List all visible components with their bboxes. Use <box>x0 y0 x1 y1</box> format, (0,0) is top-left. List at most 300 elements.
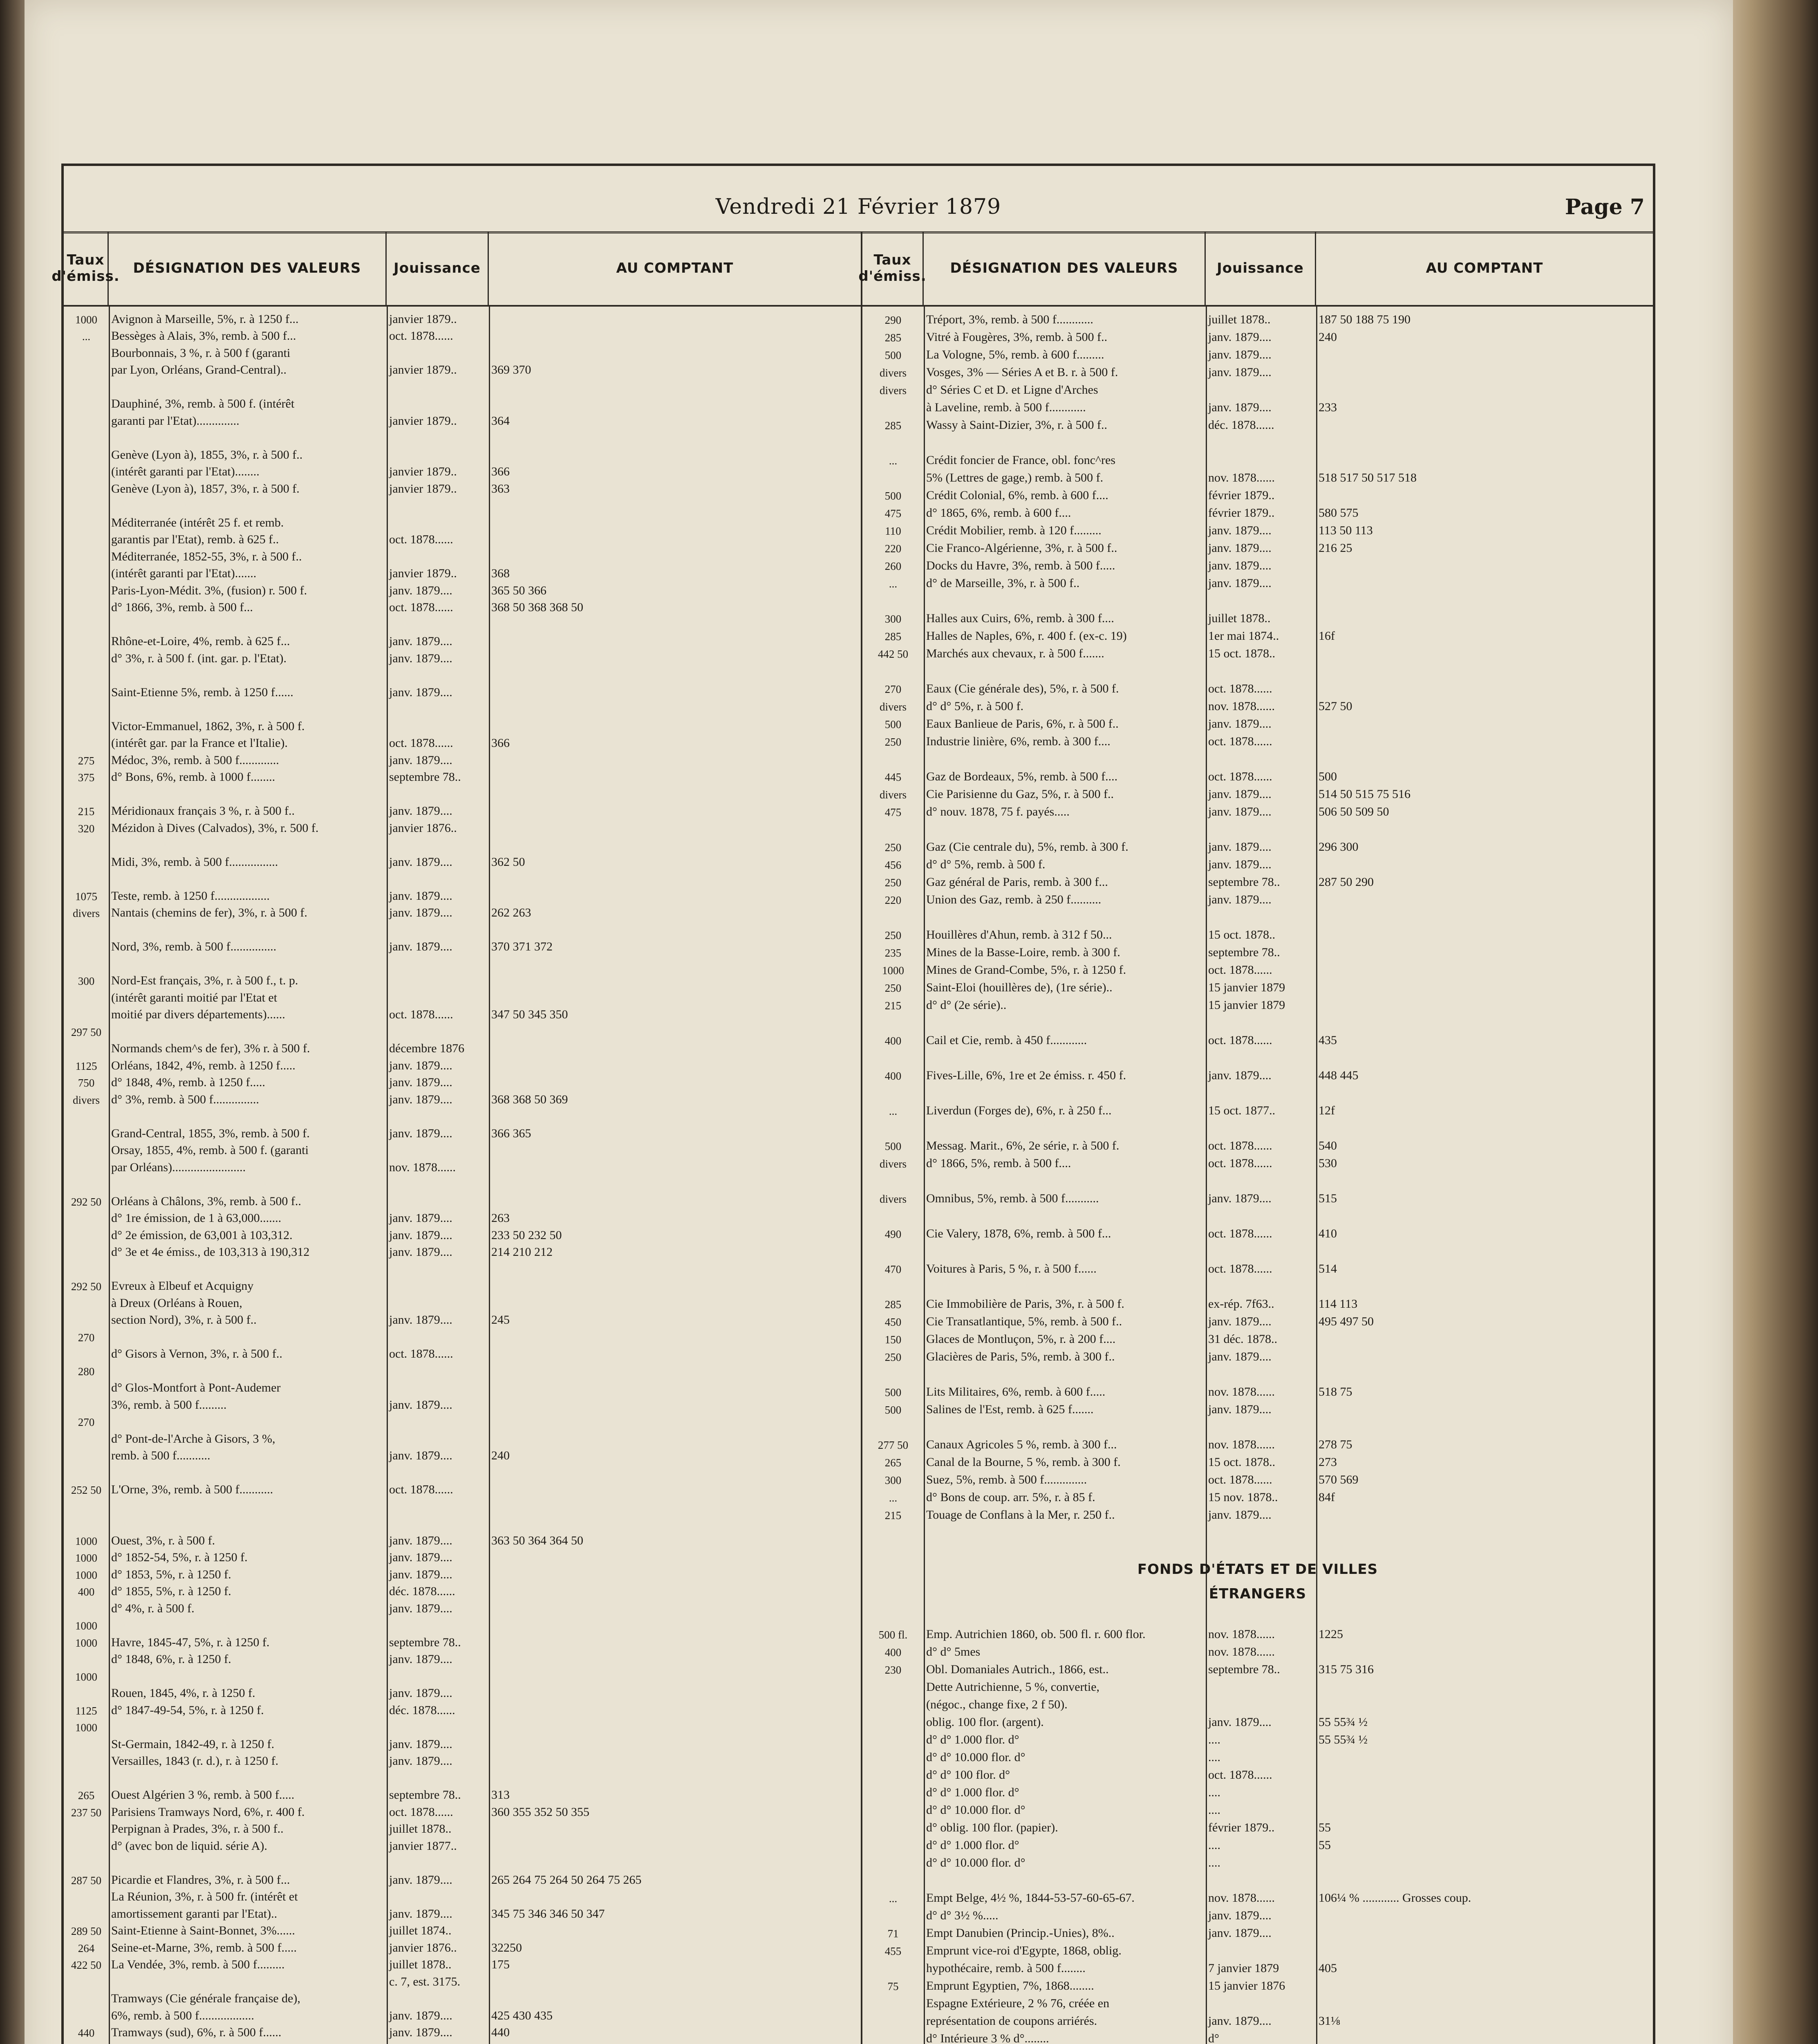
cell-designation: Crédit Colonial, 6%, remb. à 600 f.... <box>926 489 1108 502</box>
left-rows <box>64 309 861 2044</box>
cell-designation: Mines de la Basse-Loire, remb. à 300 f. <box>926 946 1120 959</box>
cell-taux: 285 <box>884 1298 902 1311</box>
cell-designation: Saint-Etienne 5%, remb. à 1250 f...... <box>111 685 293 699</box>
table-row <box>862 1223 1653 1241</box>
cell-designation: Ouest Algérien 3 %, remb. à 500 f..... <box>111 1788 295 1802</box>
table-row <box>64 767 861 784</box>
cell-designation: Rhône-et-Loire, 4%, remb. à 625 f... <box>111 634 290 648</box>
table-row <box>862 1923 1653 1940</box>
cell-comptant: 55 55¾ ½ <box>1319 1733 1368 1746</box>
table-row <box>64 1548 861 1565</box>
right-table <box>858 231 1653 2044</box>
cell-jouissance: septembre 78.. <box>389 1788 461 1802</box>
cell-comptant: 495 497 50 <box>1319 1315 1374 1328</box>
cell-taux: 490 <box>884 1228 902 1240</box>
table-row <box>64 377 861 394</box>
cell-designation: Orsay, 1855, 4%, remb. à 500 f. (garanti <box>111 1143 309 1157</box>
table-row <box>862 309 1653 327</box>
cell-taux: 220 <box>884 894 902 906</box>
cell-designation: d° d° 1.000 flor. d° <box>926 1786 1019 1799</box>
cell-jouissance: nov. 1878...... <box>1208 1891 1275 1905</box>
cell-jouissance: septembre 78.. <box>389 770 461 784</box>
table-row <box>64 1276 861 1293</box>
table-row <box>64 801 861 818</box>
cell-comptant: 240 <box>491 1449 510 1462</box>
table-row <box>64 1344 861 1361</box>
cell-taux: 500 fl. <box>878 1629 908 1641</box>
cell-designation: Fives-Lille, 6%, 1re et 2e émiss. r. 450 f. <box>926 1069 1126 1082</box>
cell-jouissance: ex-rép. 7f63.. <box>1208 1297 1274 1311</box>
cell-jouissance: janv. 1879.... <box>389 1567 452 1581</box>
cell-comptant: 214 210 212 <box>491 1245 553 1259</box>
table-row <box>862 1817 1653 1835</box>
cell-designation: Paris-Lyon-Médit. 3%, (fusion) r. 500 f. <box>111 583 307 597</box>
cell-taux: 250 <box>884 876 902 889</box>
table-row <box>862 520 1653 538</box>
cell-comptant: 55 55¾ ½ <box>1319 1715 1368 1729</box>
cell-designation: Voitures à Paris, 5 %, r. à 500 f...... <box>926 1262 1097 1275</box>
cell-comptant: 515 <box>1319 1192 1337 1205</box>
cell-jouissance: janv. 1879.... <box>1208 541 1272 555</box>
cell-designation: Canal de la Bourne, 5 %, remb. à 300 f. <box>926 1455 1121 1469</box>
cell-jouissance: septembre 78.. <box>1208 875 1280 889</box>
cell-jouissance: janv. 1879.... <box>1208 858 1272 871</box>
cell-taux: 450 <box>884 1316 902 1328</box>
table-row <box>64 666 861 683</box>
cell-comptant: 366 <box>491 465 510 478</box>
cell-taux: 292 50 <box>71 1280 102 1293</box>
cell-jouissance: janv. 1879.... <box>389 906 452 919</box>
cell-designation: d° 1855, 5%, r. à 1250 f. <box>111 1585 231 1598</box>
cell-jouissance: janv. 1879.... <box>1208 524 1272 537</box>
table-row <box>862 661 1653 678</box>
cell-taux: 290 <box>884 314 902 326</box>
cell-taux: 220 <box>884 542 902 555</box>
cell-designation: d° d° 5%, remb. à 500 f. <box>926 858 1046 871</box>
cell-taux: 475 <box>884 806 902 818</box>
table-row <box>862 1047 1653 1065</box>
cell-designation: Orléans, 1842, 4%, remb. à 1250 f..... <box>111 1058 296 1072</box>
cell-jouissance: 15 oct. 1878.. <box>1208 647 1276 660</box>
cell-designation: (intérêt gar. par la France et l'Italie). <box>111 736 288 750</box>
cell-designation: d° (avec bon de liquid. série A). <box>111 1839 267 1853</box>
table-row <box>64 343 861 360</box>
table-row <box>862 1975 1653 1993</box>
table-row <box>64 1073 861 1090</box>
cell-jouissance: déc. 1878...... <box>1208 418 1274 432</box>
table-row <box>862 467 1653 485</box>
cell-designation: Industrie linière, 6%, remb. à 300 f.... <box>926 735 1111 748</box>
cell-designation: Halles de Naples, 6%, r. 400 f. (ex-c. 19) <box>926 629 1127 643</box>
cell-taux: ... <box>889 1105 898 1117</box>
table-row <box>64 1717 861 1735</box>
cell-jouissance: janv. 1879.... <box>389 1754 452 1768</box>
cell-taux: 297 50 <box>71 1026 102 1038</box>
cell-comptant: 31⅛ <box>1319 2014 1340 2028</box>
page-header <box>64 166 1653 233</box>
cell-designation: (négoc., change fixe, 2 f 50). <box>926 1698 1068 1711</box>
table-row <box>862 1487 1653 1504</box>
cell-taux: 110 <box>885 525 901 537</box>
cell-taux: 285 <box>884 630 902 643</box>
cell-designation: Emp. Autrichien 1860, ob. 500 fl. r. 600 flor. <box>926 1627 1146 1641</box>
table-row <box>64 1751 861 1768</box>
table-row <box>64 1141 861 1158</box>
cell-designation: d° de Marseille, 3%, r. à 500 f.. <box>926 576 1080 590</box>
table-row <box>64 1310 861 1327</box>
cell-jouissance: janv. 1879.... <box>389 1126 452 1140</box>
cell-designation: St-Germain, 1842-49, r. à 1250 f. <box>111 1737 275 1751</box>
cell-designation: d° 2e émission, de 63,001 à 103,312. <box>111 1228 293 1242</box>
cell-designation: Méditerranée, 1852-55, 3%, r. à 500 f.. <box>111 549 302 563</box>
cell-taux: 400 <box>884 1070 902 1082</box>
table-row <box>64 1395 861 1412</box>
cell-designation: Cie Immobilière de Paris, 3%, r. à 500 f. <box>926 1297 1124 1311</box>
table-row <box>64 1972 861 1989</box>
cell-jouissance: janvier 1879.. <box>389 482 457 495</box>
table-row <box>64 1089 861 1107</box>
table-row <box>64 2040 861 2044</box>
table-row <box>862 1188 1653 1206</box>
table-row <box>64 648 861 666</box>
cell-designation: La Vendée, 3%, remb. à 500 f......... <box>111 1958 285 1971</box>
cell-designation: Teste, remb. à 1250 f.................. <box>111 889 270 903</box>
cell-jouissance: déc. 1878...... <box>389 1585 455 1598</box>
table-row <box>64 1123 861 1141</box>
cell-comptant: 240 <box>1319 330 1337 344</box>
table-row <box>64 1802 861 1819</box>
cell-jouissance: oct. 1878...... <box>389 1008 453 1021</box>
section-title: FONDS D'ÉTATS ET DE VILLES <box>1137 1561 1378 1578</box>
cell-designation: Vosges, 3% — Séries A et B. r. à 500 f. <box>926 365 1118 379</box>
cell-taux: 1000 <box>75 1569 97 1581</box>
table-row <box>64 1938 861 1955</box>
cell-designation: Genève (Lyon à), 1855, 3%, r. à 500 f.. <box>111 448 303 462</box>
cell-jouissance: 15 oct. 1878.. <box>1208 1455 1276 1469</box>
cell-designation: Union des Gaz, remb. à 250 f.......... <box>926 893 1102 906</box>
table-row <box>64 1870 861 1887</box>
table-row <box>862 485 1653 502</box>
cell-jouissance: janv. 1879.... <box>389 940 452 953</box>
table-row <box>64 1429 861 1446</box>
cell-taux: 265 <box>78 1789 95 1802</box>
table-row <box>862 696 1653 713</box>
cell-jouissance: oct. 1878...... <box>389 601 453 614</box>
cell-comptant: 368 50 368 368 50 <box>491 601 583 614</box>
cell-jouissance: janv. 1879.... <box>389 634 452 648</box>
cell-taux: 300 <box>78 975 95 987</box>
cell-designation: Eaux (Cie générale des), 5%, r. à 500 f. <box>926 682 1119 695</box>
cell-comptant: 362 50 <box>491 855 525 869</box>
table-row <box>862 1329 1653 1346</box>
cell-designation: Glaces de Montluçon, 5%, r. à 200 f.... <box>926 1332 1116 1346</box>
table-row <box>64 1056 861 1073</box>
cell-jouissance: janv. 1879.... <box>389 1449 452 1462</box>
table-row <box>64 479 861 496</box>
cell-comptant: 364 <box>491 414 510 428</box>
table-row <box>64 1531 861 1548</box>
table-row <box>862 362 1653 379</box>
table-row <box>862 1399 1653 1416</box>
cell-jouissance: juillet 1878.. <box>389 1822 452 1836</box>
cell-designation: Seine-et-Marne, 3%, remb. à 500 f..... <box>111 1941 297 1954</box>
cell-jouissance: 1er mai 1874.. <box>1208 629 1279 643</box>
cell-comptant: 500 <box>1319 770 1337 783</box>
cell-comptant: 369 370 <box>491 363 531 377</box>
table-row <box>862 1469 1653 1487</box>
table-row <box>64 1259 861 1276</box>
cell-jouissance: oct. 1878...... <box>1208 1473 1272 1486</box>
cell-designation: d° d° 10.000 flor. d° <box>926 1803 1025 1817</box>
cell-comptant: 233 50 232 50 <box>491 1228 562 1242</box>
table-row <box>862 959 1653 977</box>
table-row <box>64 1225 861 1242</box>
cell-designation: d° d° 5%, r. à 500 f. <box>926 699 1024 713</box>
cell-jouissance: janv. 1879.... <box>1208 330 1272 344</box>
cell-designation: d° 1848, 4%, remb. à 1250 f..... <box>111 1076 265 1089</box>
cell-jouissance: nov. 1878...... <box>1208 699 1275 713</box>
cell-comptant: 278 75 <box>1319 1438 1352 1451</box>
cell-comptant: 540 <box>1319 1139 1337 1152</box>
cell-jouissance: janvier 1879.. <box>389 414 457 428</box>
cell-designation: Méditerranée (intérêt 25 f. et remb. <box>111 515 284 529</box>
cell-taux: divers <box>880 1158 907 1170</box>
table-row <box>862 924 1653 942</box>
cell-taux: 264 <box>78 1942 95 1954</box>
cell-comptant: 365 50 366 <box>491 583 546 597</box>
cell-designation: Emprunt vice-roi d'Egypte, 1868, oblig. <box>926 1944 1122 1957</box>
cell-jouissance: oct. 1878...... <box>1208 1139 1272 1152</box>
cell-jouissance: oct. 1878...... <box>389 533 453 546</box>
cell-comptant: 448 445 <box>1319 1069 1359 1082</box>
cell-jouissance: janv. 1879.... <box>1208 1926 1272 1940</box>
table-row <box>64 1174 861 1192</box>
col-jouissance: Jouissance <box>387 231 489 305</box>
table-row <box>862 819 1653 836</box>
cell-taux: 1075 <box>75 890 97 903</box>
cell-taux: 320 <box>78 822 95 835</box>
cell-designation: Victor-Emmanuel, 1862, 3%, r. à 500 f. <box>111 719 305 733</box>
page-number: Page 7 <box>1565 195 1645 220</box>
cell-designation: Cie Franco-Algérienne, 3%, r. à 500 f.. <box>926 541 1117 555</box>
table-row <box>862 889 1653 907</box>
cell-jouissance: janv. 1879.... <box>1208 805 1272 818</box>
cell-designation: Gaz (Cie centrale du), 5%, remb. à 300 f. <box>926 840 1128 854</box>
cell-jouissance: janv. 1879.... <box>389 1058 452 1072</box>
left-table <box>51 231 862 2044</box>
table-row <box>64 1446 861 1463</box>
cell-jouissance: nov. 1878...... <box>1208 1645 1275 1659</box>
cell-taux: 300 <box>884 1474 902 1486</box>
cell-designation: d° 3e et 4e émiss., de 103,313 à 190,312 <box>111 1245 310 1259</box>
cell-taux: 289 50 <box>71 1925 102 1937</box>
table-row <box>64 547 861 564</box>
cell-designation: d° d° 1.000 flor. d° <box>926 1733 1019 1746</box>
cell-taux: 215 <box>884 1509 902 1522</box>
cell-jouissance: nov. 1878...... <box>1208 471 1275 484</box>
cell-designation: Gaz de Bordeaux, 5%, remb. à 500 f.... <box>926 770 1118 783</box>
cell-designation: Gaz général de Paris, remb. à 300 f... <box>926 875 1108 889</box>
cell-comptant: 370 371 372 <box>491 940 553 953</box>
left-column-headers <box>51 231 861 307</box>
cell-designation: Parisiens Tramways Nord, 6%, r. 400 f. <box>111 1805 305 1819</box>
cell-jouissance: oct. 1878...... <box>1208 1768 1272 1782</box>
cell-jouissance: septembre 78.. <box>389 1635 461 1649</box>
table-row <box>862 1258 1653 1276</box>
cell-designation: Cie Parisienne du Gaz, 5%, r. à 500 f.. <box>926 787 1114 801</box>
cell-jouissance: janv. 1879.... <box>389 753 452 767</box>
cell-designation: par Orléans)........................ <box>111 1160 246 1174</box>
cell-comptant: 366 <box>491 736 510 750</box>
cell-designation: garantis par l'Etat), remb. à 625 f.. <box>111 533 279 546</box>
table-row <box>64 360 861 377</box>
cell-comptant: 12f <box>1319 1104 1335 1117</box>
cell-taux: 215 <box>78 805 95 818</box>
cell-comptant: 570 569 <box>1319 1473 1359 1486</box>
table-row <box>862 1381 1653 1399</box>
cell-taux: ... <box>889 1492 898 1504</box>
table-row <box>64 784 861 801</box>
table-row <box>64 1039 861 1056</box>
table-row <box>64 394 861 411</box>
table-row <box>862 1659 1653 1676</box>
table-row <box>64 988 861 1005</box>
cell-taux: 300 <box>884 613 902 625</box>
cell-designation: d° d° 10.000 flor. d° <box>926 1856 1025 1869</box>
table-row <box>862 1206 1653 1223</box>
table-row <box>64 445 861 462</box>
table-row <box>862 450 1653 467</box>
cell-comptant: 313 <box>491 1788 510 1802</box>
table-row <box>862 1641 1653 1659</box>
table-row <box>64 1955 861 1972</box>
cell-jouissance: juillet 1878.. <box>1208 313 1271 326</box>
table-row <box>862 1434 1653 1452</box>
cell-designation: Cie Transatlantique, 5%, remb. à 500 f.. <box>926 1315 1122 1328</box>
table-row <box>862 1241 1653 1258</box>
cell-taux: 1000 <box>75 1535 97 1547</box>
table-row <box>862 1712 1653 1729</box>
table-row <box>64 682 861 699</box>
cell-taux: 400 <box>78 1586 95 1598</box>
table-row <box>64 1005 861 1022</box>
table-row <box>64 750 861 767</box>
cell-jouissance: oct. 1878...... <box>389 1347 453 1360</box>
col-designation: DÉSIGNATION DES VALEURS <box>109 231 387 305</box>
cell-designation: Mézidon à Dives (Calvados), 3%, r. 500 f. <box>111 821 319 835</box>
cell-jouissance: juillet 1878.. <box>389 1958 452 1971</box>
cell-designation: garanti par l'Etat).............. <box>111 414 240 428</box>
table-row <box>862 836 1653 854</box>
table-row <box>64 411 861 428</box>
table-row <box>862 1729 1653 1747</box>
table-row <box>64 1616 861 1633</box>
table-row <box>64 462 861 479</box>
cell-designation: La Réunion, 3%, r. à 500 fr. (intérêt et <box>111 1890 298 1903</box>
cell-taux: 292 50 <box>71 1195 102 1208</box>
cell-comptant: 514 <box>1319 1262 1337 1275</box>
table-row <box>64 886 861 903</box>
cell-designation: Normands chem^s de fer), 3% r. à 500 f. <box>111 1042 310 1055</box>
table-row <box>862 872 1653 889</box>
cell-comptant: 345 75 346 346 50 347 <box>491 1907 605 1921</box>
table-row <box>862 397 1653 415</box>
cell-designation: Tramways (Cie générale française de), <box>111 1992 300 2005</box>
cell-taux: divers <box>880 384 907 397</box>
cell-designation: Bourbonnais, 3 %, r. à 500 f (garanti <box>111 346 291 360</box>
cell-designation: d° 1848, 6%, r. à 1250 f. <box>111 1652 231 1666</box>
cell-designation: Cie Valery, 1878, 6%, remb. à 500 f... <box>926 1227 1111 1240</box>
cell-jouissance: 15 nov. 1878.. <box>1208 1490 1278 1504</box>
table-row <box>64 632 861 649</box>
table-row <box>862 1504 1653 1522</box>
cell-taux: divers <box>880 367 907 379</box>
cell-taux: 215 <box>884 1000 902 1012</box>
cell-jouissance: 15 oct. 1877.. <box>1208 1104 1276 1117</box>
table-row <box>64 1819 861 1836</box>
table-row <box>862 1800 1653 1817</box>
table-row <box>64 852 861 869</box>
cell-designation: d° Pont-de-l'Arche à Gisors, 3 %, <box>111 1432 275 1446</box>
cell-designation: Docks du Havre, 3%, remb. à 500 f..... <box>926 559 1115 572</box>
cell-designation: Houillères d'Ahun, remb. à 312 f 50... <box>926 928 1112 941</box>
cell-designation: à Dreux (Orléans à Rouen, <box>111 1296 242 1310</box>
cell-designation: Perpignan à Prades, 3%, r. à 500 f.. <box>111 1822 284 1836</box>
cell-designation: d° 1852-54, 5%, r. à 1250 f. <box>111 1551 248 1564</box>
cell-comptant: 315 75 316 <box>1319 1663 1374 1676</box>
cell-jouissance: c. 7, est. 3175. <box>389 1975 461 1988</box>
cell-comptant: 113 50 113 <box>1319 524 1373 537</box>
cell-jouissance: février 1879.. <box>1208 489 1275 502</box>
cell-jouissance: janvier 1876.. <box>389 1941 457 1954</box>
table-row <box>64 1107 861 1124</box>
table-row <box>64 1191 861 1208</box>
cell-designation: Tramways (sud), 6%, r. à 500 f...... <box>111 2026 282 2039</box>
cell-jouissance: janv. 1879.... <box>1208 559 1272 572</box>
table-row <box>862 731 1653 749</box>
table-row <box>862 1870 1653 1887</box>
cell-jouissance: janv. 1879.... <box>389 1686 452 1700</box>
cell-designation: Versailles, 1843 (r. d.), r. à 1250 f. <box>111 1754 279 1768</box>
cell-designation: Méridionaux français 3 %, r. à 500 f.. <box>111 804 295 818</box>
cell-jouissance: janv. 1879.... <box>389 1076 452 1089</box>
cell-jouissance: janv. 1879.... <box>389 1601 452 1615</box>
table-row <box>64 1582 861 1599</box>
table-row <box>862 1135 1653 1153</box>
table-row <box>64 1378 861 1395</box>
cell-designation: Crédit Mobilier, remb. à 120 f......... <box>926 524 1102 537</box>
cell-comptant: 265 264 75 264 50 264 75 265 <box>491 1873 642 1887</box>
col-comptant: AU COMPTANT <box>616 260 734 276</box>
table-row <box>64 598 861 615</box>
cell-jouissance: janv. 1879.... <box>1208 2014 1272 2028</box>
cell-taux: 500 <box>884 490 902 502</box>
cell-jouissance: d° <box>1208 2032 1219 2044</box>
cell-designation: Messag. Marit., 6%, 2e série, r. à 500 f. <box>926 1139 1119 1152</box>
cell-comptant: 425 430 435 <box>491 2008 553 2022</box>
table-row <box>862 784 1653 801</box>
cell-comptant: 440 <box>491 2026 510 2039</box>
cell-designation: 5% (Lettres de gage,) remb. à 500 f. <box>926 471 1104 484</box>
table-row <box>862 1276 1653 1293</box>
cell-designation: d° Intérieure 3 % d°........ <box>926 2032 1049 2044</box>
cell-jouissance: oct. 1878...... <box>1208 1227 1272 1240</box>
cell-jouissance: janv. 1879.... <box>1208 1315 1272 1328</box>
table-row <box>862 1993 1653 2010</box>
cell-taux: 250 <box>884 1351 902 1363</box>
cell-designation: Empt Danubien (Princip.-Unies), 8%.. <box>926 1926 1115 1940</box>
cell-jouissance: janv. 1879.... <box>1208 1508 1272 1522</box>
